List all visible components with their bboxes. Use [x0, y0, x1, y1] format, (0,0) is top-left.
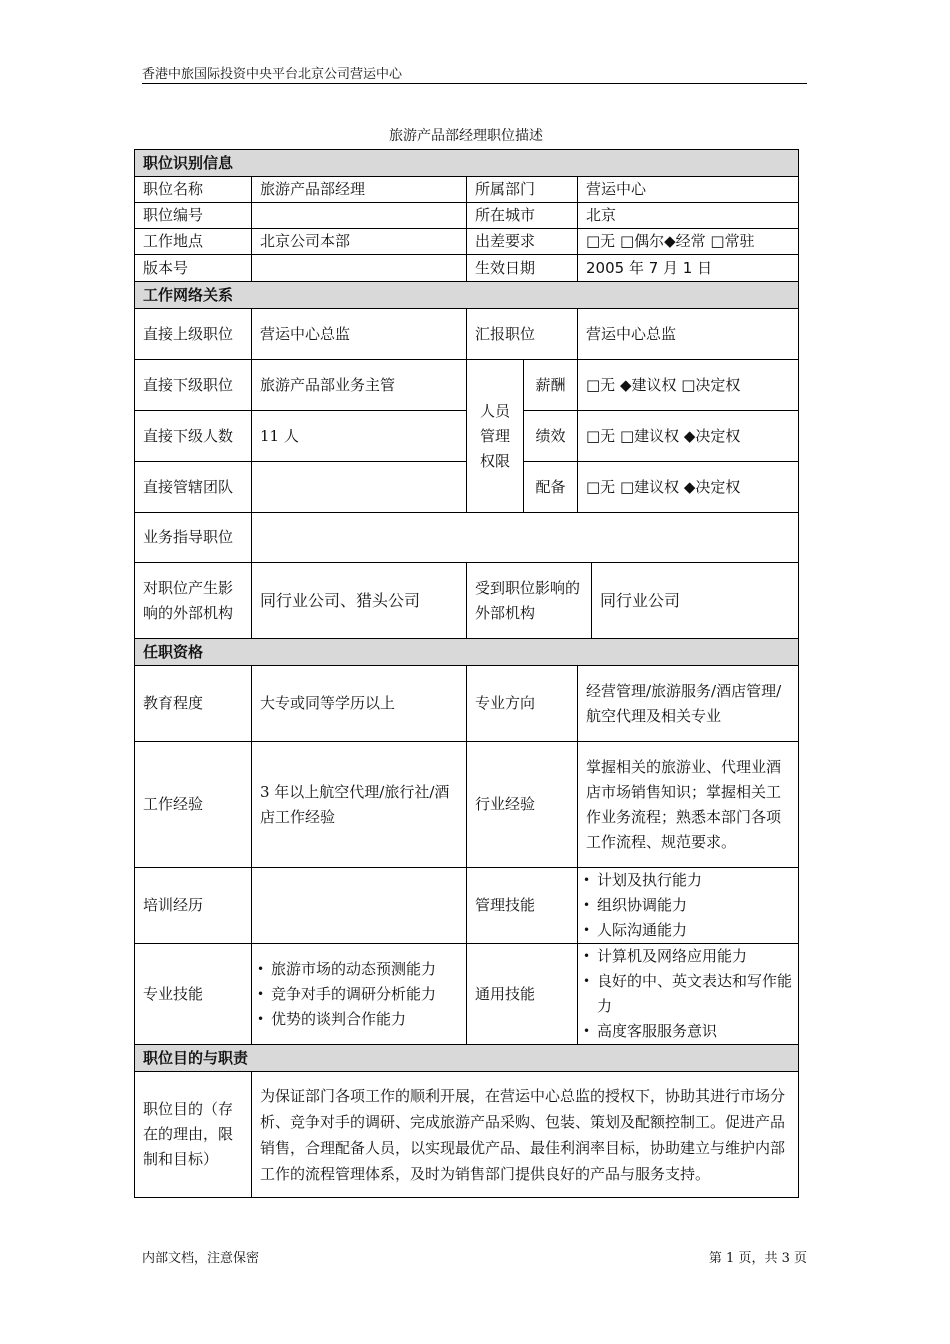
label-superior: 直接上级职位	[135, 309, 252, 360]
value-position-name: 旅游产品部经理	[252, 177, 467, 203]
label-general-skill: 通用技能	[467, 944, 578, 1045]
list-item: • 良好的中、英文表达和写作能力	[587, 969, 794, 1019]
label-position-code: 职位编号	[135, 203, 252, 229]
value-subordinate-count: 11 人	[252, 411, 467, 462]
label-purpose: 职位目的（存在的理由，限制和目标）	[135, 1072, 252, 1198]
value-education: 大专或同等学历以上	[252, 666, 467, 742]
list-item: • 旅游市场的动态预测能力	[261, 957, 466, 982]
value-general-skills	[578, 944, 799, 1045]
label-city: 所在城市	[467, 203, 578, 229]
label-department: 所属部门	[467, 177, 578, 203]
job-description-table	[134, 149, 799, 1198]
section-identification: 职位识别信息	[135, 150, 799, 177]
footer-page-number: 第 1 页，共 3 页	[708, 1251, 807, 1266]
value-experience: 3 年以上航空代理/旅行社/酒店工作经验	[252, 742, 467, 868]
value-subordinate: 旅游产品部业务主管	[252, 360, 467, 411]
value-purpose: 为保证部门各项工作的顺利开展，在营运中心总监的授权下，协助其进行市场分析、竞争对手的调研、完成旅游产品采购、包装、策划及配额控制工。促进产品销售，合理配备人员，以实现最优产品、最佳利润率目标，协助建立与维护内部工作的流程管理体系，及时为销售部门提供良好的产品与服务支持。	[252, 1072, 799, 1198]
value-location: 北京公司本部	[252, 229, 467, 255]
label-effective-date: 生效日期	[467, 255, 578, 282]
label-influenced: 受到职位影响的外部机构	[467, 563, 592, 639]
label-major: 专业方向	[467, 666, 578, 742]
label-location: 工作地点	[135, 229, 252, 255]
value-travel: □无 □偶尔◆经常 □常驻	[578, 229, 799, 255]
label-team: 直接管辖团队	[135, 462, 252, 513]
label-travel: 出差要求	[467, 229, 578, 255]
value-staffing: □无 □建议权 ◆决定权	[578, 462, 799, 513]
value-department: 营运中心	[578, 177, 799, 203]
value-report: 营运中心总监	[578, 309, 799, 360]
label-guidance: 业务指导职位	[135, 513, 252, 563]
value-guidance	[252, 513, 799, 563]
label-education: 教育程度	[135, 666, 252, 742]
value-pro-skills	[252, 944, 467, 1045]
label-salary: 薪酬	[524, 360, 578, 411]
value-city: 北京	[578, 203, 799, 229]
value-major: 经营管理/旅游服务/酒店管理/航空代理及相关专业	[578, 666, 799, 742]
section-qualification: 任职资格	[135, 639, 799, 666]
value-training	[252, 868, 467, 944]
value-salary: □无 ◆建议权 □决定权	[578, 360, 799, 411]
list-item: • 人际沟通能力	[587, 918, 798, 943]
label-report: 汇报职位	[467, 309, 578, 360]
label-staffing: 配备	[524, 462, 578, 513]
label-version: 版本号	[135, 255, 252, 282]
label-subordinate-count: 直接下级人数	[135, 411, 252, 462]
label-training: 培训经历	[135, 868, 252, 944]
value-team	[252, 462, 467, 513]
label-pro-skill: 专业技能	[135, 944, 252, 1045]
label-performance: 绩效	[524, 411, 578, 462]
value-version	[252, 255, 467, 282]
label-influence-out: 对职位产生影响的外部机构	[135, 563, 252, 639]
list-item: • 高度客服服务意识	[587, 1019, 794, 1044]
value-influenced: 同行业公司	[592, 563, 799, 639]
label-position-name: 职位名称	[135, 177, 252, 203]
list-item: • 优势的谈判合作能力	[261, 1007, 466, 1032]
value-effective-date: 2005 年 7 月 1 日	[578, 255, 799, 282]
label-industry: 行业经验	[467, 742, 578, 868]
label-subordinate: 直接下级职位	[135, 360, 252, 411]
document-title: 旅游产品部经理职位描述	[389, 128, 543, 144]
section-network: 工作网络关系	[135, 282, 799, 309]
section-purpose: 职位目的与职责	[135, 1045, 799, 1072]
value-mgmt-skills	[578, 868, 799, 944]
page-header: 香港中旅国际投资中央平台北京公司营运中心	[142, 66, 807, 84]
value-industry: 掌握相关的旅游业、代理业酒店市场销售知识；掌握相关工作业务流程；熟悉本部门各项工作流程、规范要求。	[578, 742, 799, 868]
label-experience: 工作经验	[135, 742, 252, 868]
footer-confidential: 内部文档，注意保密	[142, 1251, 260, 1266]
value-influence-out: 同行业公司、猎头公司	[252, 563, 467, 639]
list-item: • 计划及执行能力	[587, 868, 798, 893]
value-superior: 营运中心总监	[252, 309, 467, 360]
label-authority: 人员管理权限	[467, 360, 524, 513]
list-item: • 竞争对手的调研分析能力	[261, 982, 466, 1007]
list-item: • 计算机及网络应用能力	[587, 944, 794, 969]
value-position-code	[252, 203, 467, 229]
value-performance: □无 □建议权 ◆决定权	[578, 411, 799, 462]
list-item: • 组织协调能力	[587, 893, 798, 918]
label-mgmt-skill: 管理技能	[467, 868, 578, 944]
